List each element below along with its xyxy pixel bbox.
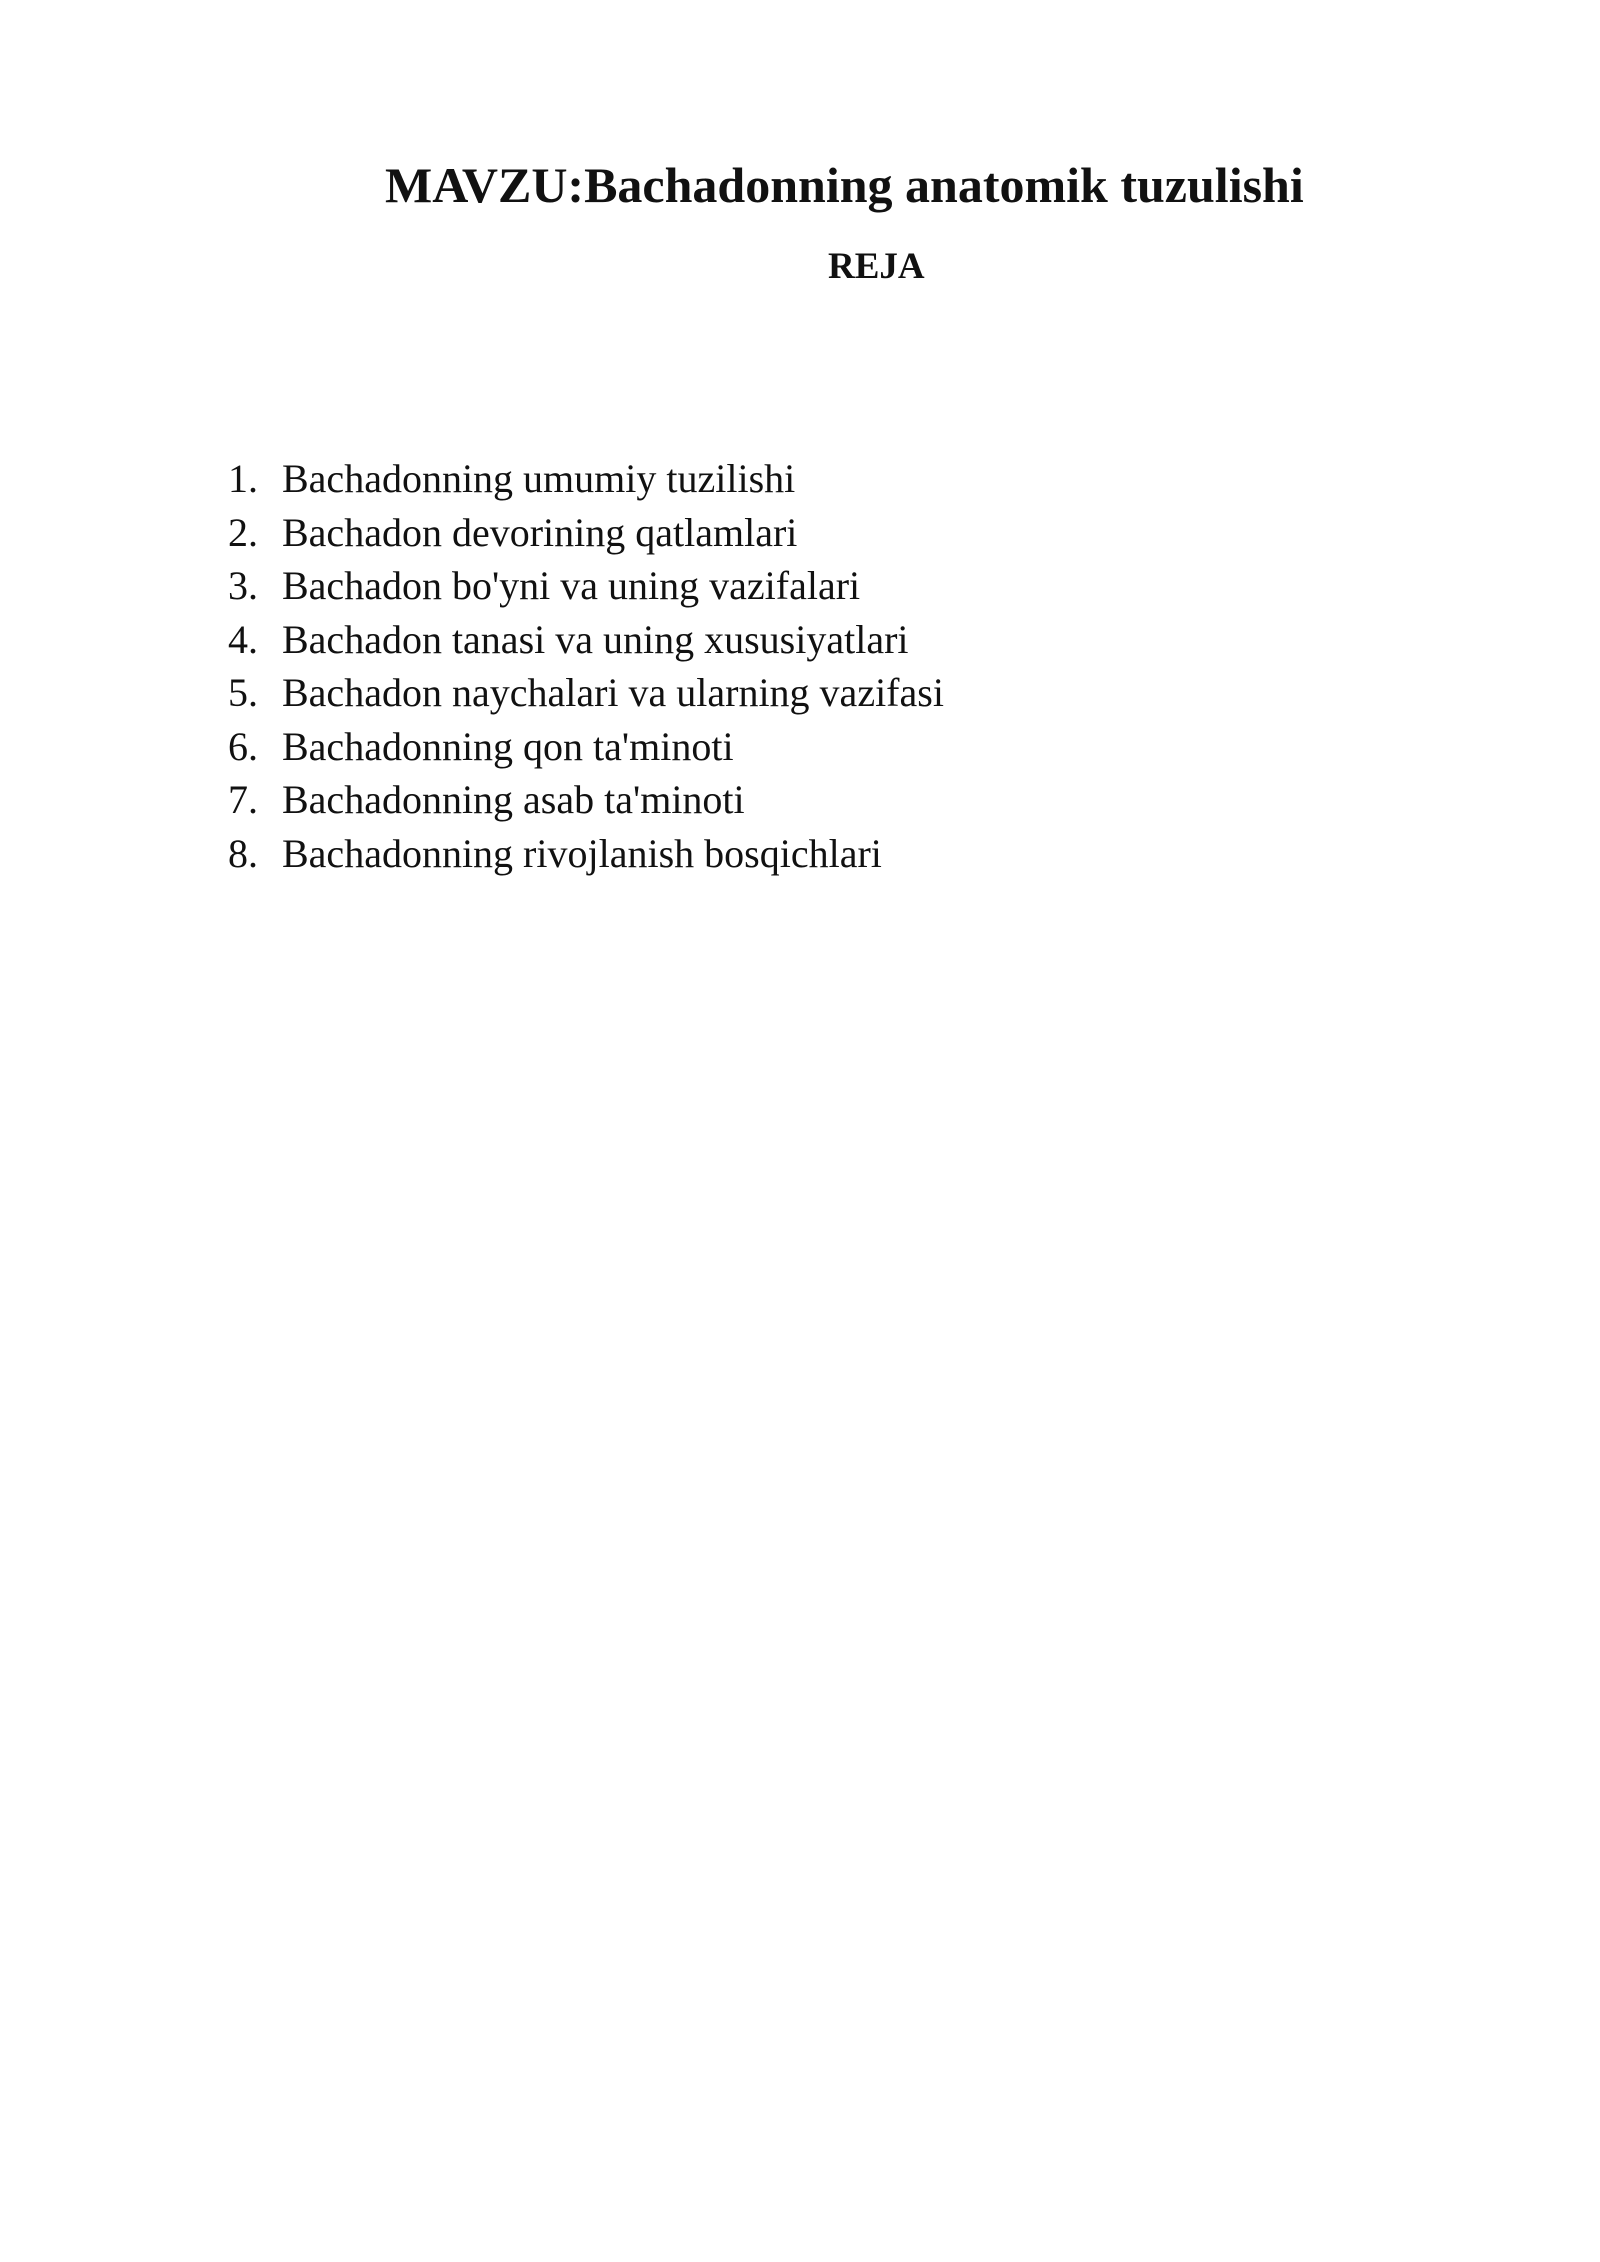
plan-item <box>228 666 944 720</box>
plan-item <box>228 559 944 613</box>
plan-item-number: 2. <box>228 509 258 555</box>
plan-item-text: Bachadonning rivojlanish bosqichlari <box>282 830 882 876</box>
plan-item-text: Bachadonning umumiy tuzilishi <box>282 456 796 501</box>
plan-item <box>228 506 944 560</box>
plan-item-text: Bachadon naychalari va ularning vazifasi <box>282 670 944 715</box>
plan-item-text: Bachadon bo'yni va uning vazifalari <box>282 563 861 608</box>
plan-item-number: 3. <box>228 563 258 608</box>
plan-item-number: 1. <box>228 456 258 501</box>
plan-item-number: 8. <box>228 830 258 876</box>
plan-item <box>228 452 944 506</box>
plan-item-number: 5. <box>228 670 258 715</box>
plan-item-text: Bachadon tanasi va uning xususiyatlari <box>282 616 909 662</box>
plan-item <box>228 613 944 667</box>
plan-item-number: 7. <box>228 777 258 822</box>
plan-item <box>228 720 944 774</box>
plan-item-number: 4. <box>228 616 258 662</box>
plan-item-text: Bachadonning qon ta'minoti <box>282 723 734 769</box>
plan-list <box>228 452 944 880</box>
plan-item-text: Bachadonning asab ta'minoti <box>282 777 745 822</box>
plan-item-number: 6. <box>228 723 258 769</box>
plan-item <box>228 827 944 881</box>
plan-heading: REJA <box>828 246 925 287</box>
plan-item <box>228 773 944 827</box>
plan-item-text: Bachadon devorining qatlamlari <box>282 509 798 555</box>
document-title: MAVZU:Bachadonning anatomik tuzulishi <box>385 157 1304 213</box>
